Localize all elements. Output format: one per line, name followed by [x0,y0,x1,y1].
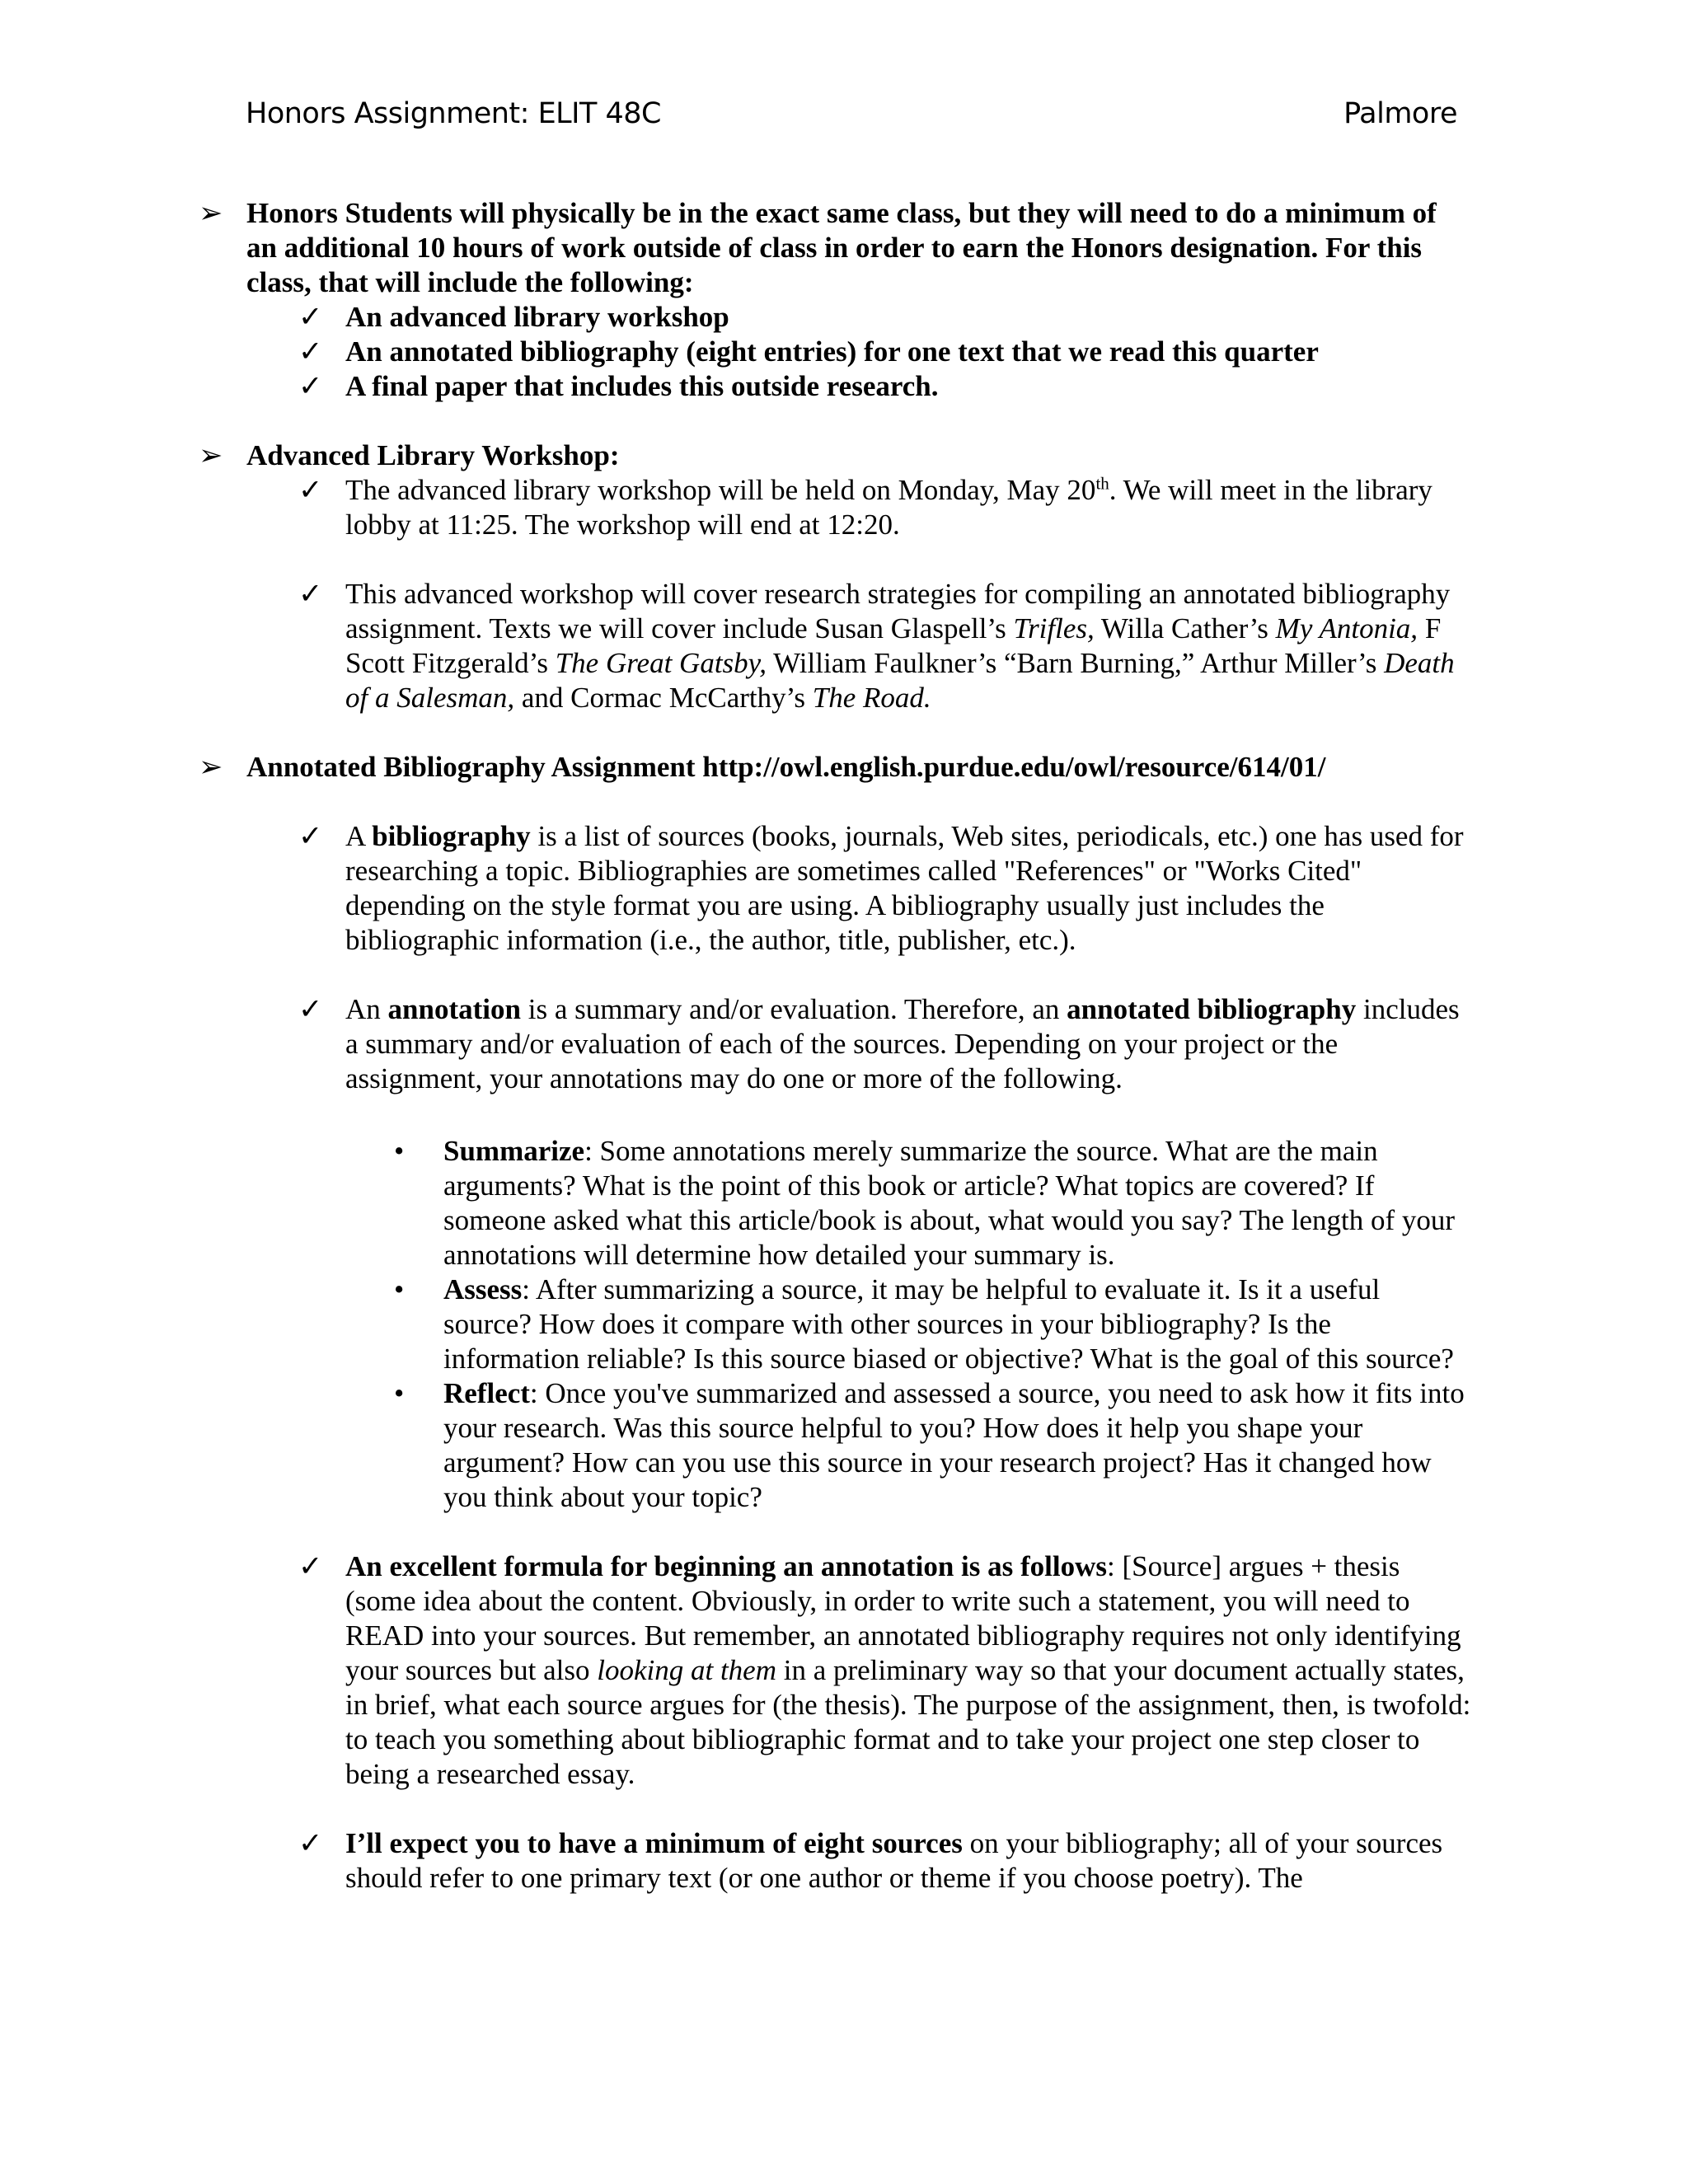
annotation-type-item [0,1134,1688,1272]
book-title: The Great Gatsby, [555,647,767,679]
workshop-schedule [0,473,1688,542]
bullet-icon: • [394,1135,405,1167]
definition-text: An [345,993,388,1025]
book-title: Trifles, [1013,612,1095,644]
document-body [0,196,1688,1896]
workshop-texts [0,577,1688,715]
workshop-schedule-text: The advanced library workshop will be held on Monday, May 20 [345,474,1096,506]
intro-section [0,196,1688,300]
workshop-heading [0,438,1688,473]
workshop-texts-text: F Scott Fitzgerald’s [345,612,1442,679]
workshop-schedule-text: . We will meet in the library lobby at 11:25. The workshop will end at 12:20. [345,474,1432,541]
checkmark-icon: ✓ [298,335,323,368]
definition-text: includes a summary and/or evaluation of each of the sources. Depending on your project or the assignment, your annotations may do one or more of the following. [345,993,1460,1094]
formula-emphasis: looking at them [597,1654,776,1686]
definition-text: is a summary and/or evaluation. Therefore, an [520,993,1067,1025]
annotation-type-text: : After summarizing a source, it may be helpful to evaluate it. Is it a useful source? How does it compare with other sources in your bibliography? Is the information reliable? Is this source biased or objective? What is the goal of this source? [443,1273,1454,1375]
sources-expectation [0,1826,1688,1896]
annotation-definition [0,992,1688,1096]
bibliography-definition [0,819,1688,958]
book-title: My Antonia, [1275,612,1418,644]
sources-expectation-lead: I’ll expect you to have a minimum of eight sources [345,1827,963,1859]
workshop-texts-text: and Cormac McCarthy’s [514,682,813,714]
book-title: The Road. [812,682,931,714]
sources-expectation-text: on your bibliography; all of your sources should refer to one primary text (or one author or theme if you choose poetry). The [345,1827,1443,1894]
checkmark-icon: ✓ [298,370,323,402]
arrow-bullet-icon: ➢ [199,439,223,471]
checkmark-icon: ✓ [298,474,323,506]
workshop-heading-text: Advanced Library Workshop: [246,439,620,471]
intro-item-text: A final paper that includes this outside research. [345,370,939,402]
workshop-texts-text: William Faulkner’s “Barn Burning,” Arthur Miller’s [767,647,1385,679]
formula-text: : [Source] argues + thesis (some idea about the content. Obviously, in order to write such a statement, you will need to READ into your sources. But remember, an annotated bibliography requires not only identifying your sources but also [345,1550,1461,1686]
definition-text: A [345,820,373,852]
term-annotated-bibliography: annotated bibliography [1067,993,1357,1025]
term-bibliography: bibliography [372,820,531,852]
annotation-type-item [0,1272,1688,1376]
workshop-texts-text: This advanced workshop will cover research strategies for compiling an annotated bibliography assignment. Texts we will cover include Susan Glaspell’s [345,578,1451,644]
intro-item [0,300,1688,335]
definition-text: is a list of sources (books, journals, Web sites, periodicals, etc.) one has used for researching a topic. Bibliographies are sometimes called "References" or "Works Cited" depending on the style format you are using. A bibliography usually just includes the bibliographic information (i.e., the author, title, publisher, etc.). [345,820,1464,956]
intro-text: Honors Students will physically be in the exact same class, but they will need to do a minimum of an additional 10 hours of work outside of class in order to earn the Honors designation. For this class, that will include the following: [246,197,1437,298]
book-title: Death of a Salesman, [345,647,1455,714]
formula-text: in a preliminary way so that your document actually states, in brief, what each source argues for (the thesis). The purpose of the assignment, then, is twofold: to teach you something about bibliographic format and to take your project one step closer to being a researched essay. [345,1654,1471,1790]
annotation-type-item [0,1376,1688,1515]
checkmark-icon: ✓ [298,301,323,333]
checkmark-icon: ✓ [298,578,323,610]
formula-lead: An excellent formula for beginning an annotation is as follows [345,1550,1107,1582]
bibliography-heading-text: Annotated Bibliography Assignment http://owl.english.purdue.edu/owl/resource/614/01/ [246,751,1326,783]
intro-item [0,369,1688,404]
workshop-texts-text: Willa Cather’s [1094,612,1276,644]
checkmark-icon: ✓ [298,1827,323,1859]
intro-item [0,335,1688,369]
annotation-type-text: : Some annotations merely summarize the source. What are the main arguments? What is the point of this book or article? What topics are covered? If someone asked what this article/book is about, what would you say? The length of your annotations will determine how detailed your summary is. [443,1135,1456,1271]
annotation-type-term: Reflect [443,1377,530,1409]
page-header-author: Palmore [1343,97,1457,130]
annotation-type-term: Assess [443,1273,523,1305]
intro-item-text: An advanced library workshop [345,301,729,333]
arrow-bullet-icon: ➢ [199,751,223,783]
annotation-type-term: Summarize [443,1135,585,1167]
arrow-bullet-icon: ➢ [199,197,223,229]
bibliography-heading [0,750,1688,785]
annotation-formula [0,1549,1688,1792]
checkmark-icon: ✓ [298,1550,323,1582]
annotation-type-text: : Once you've summarized and assessed a source, you need to ask how it fits into your research. Was this source helpful to you? How does it help you shape your argument? How can you use this source in your research project? Has it changed how you think about your topic? [443,1377,1465,1513]
intro-item-text: An annotated bibliography (eight entries) for one text that we read this quarter [345,335,1319,368]
checkmark-icon: ✓ [298,993,323,1025]
term-annotation: annotation [387,993,521,1025]
bullet-icon: • [394,1273,405,1305]
page-header-title: Honors Assignment: ELIT 48C [246,97,661,130]
checkmark-icon: ✓ [298,820,323,852]
bullet-icon: • [394,1377,405,1409]
ordinal-suffix: th [1095,473,1109,494]
